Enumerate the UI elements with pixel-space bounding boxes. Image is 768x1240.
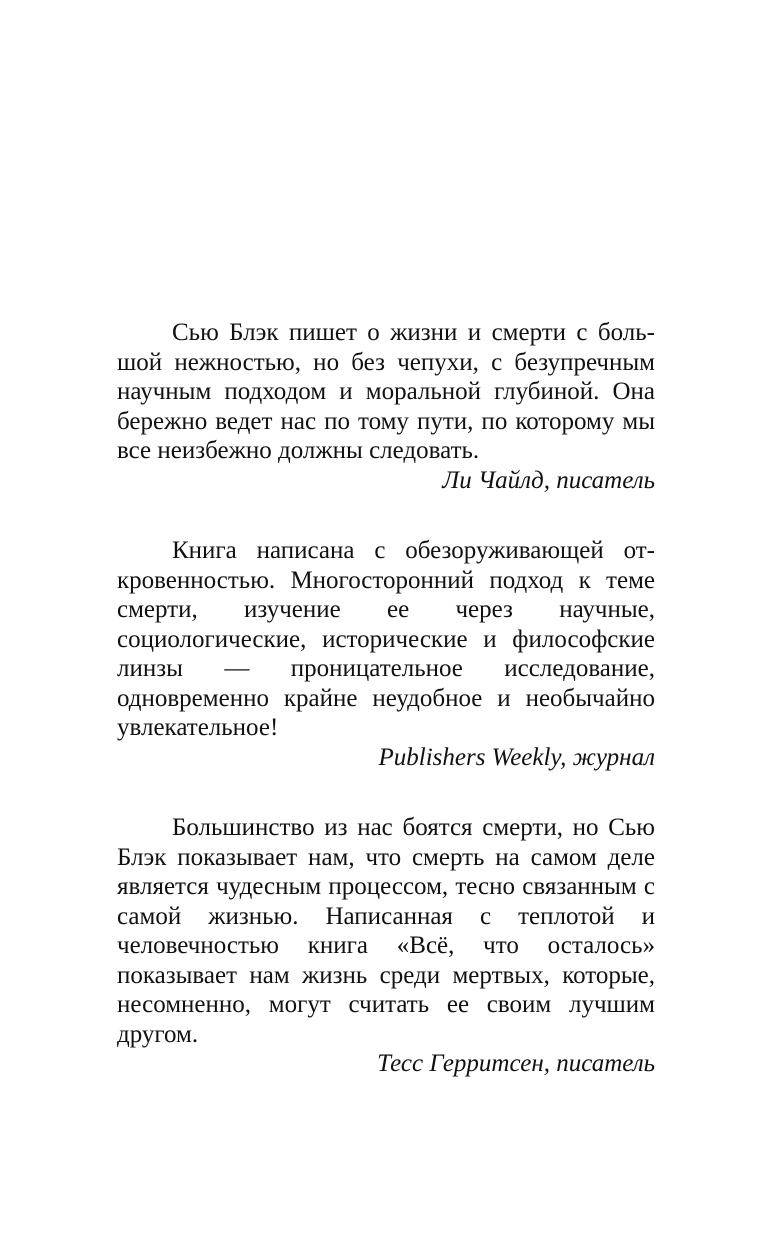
review-attribution: Publishers Weekly, журнал (378, 743, 655, 771)
review-attribution: Ли Чайлд, писатель (442, 466, 655, 494)
book-praise-page (117, 318, 655, 1120)
review-blurb-lee-child (117, 318, 655, 495)
review-quote-text: Сью Блэк пишет о жизни и смерти с большой нежностью, но без чепухи, с безупречным научным подходом и моральной глубиной. Она бережно ведет нас по тому пути, по которому мы все неизбежно должны следовать. (117, 319, 655, 464)
review-blurb-publishers-weekly (117, 536, 655, 772)
review-blurb-tess-gerritsen (117, 813, 655, 1079)
review-attribution: Тесс Герритсен, писатель (377, 1050, 655, 1077)
review-quote-text: Книга написана с обезоруживающей откровенностью. Многосторонний подход к теме смерти, изучение ее через научные, социологические, исторические и философские линзы — проницательное исследование, одновременно крайне неудобное и необычайно увлекательное! (117, 537, 655, 741)
review-quote-text: Большинство из нас боятся смерти, но Сью Блэк показывает нам, что смерть на самом деле является чудесным процессом, тесно связанным с самой жизнью. Написанная с теплотой и человечностью книга «Всё, что осталось» показывает нам жизнь среди мертвых, которые, несомненно, могут считать ее своим лучшим другом. (117, 814, 655, 1048)
